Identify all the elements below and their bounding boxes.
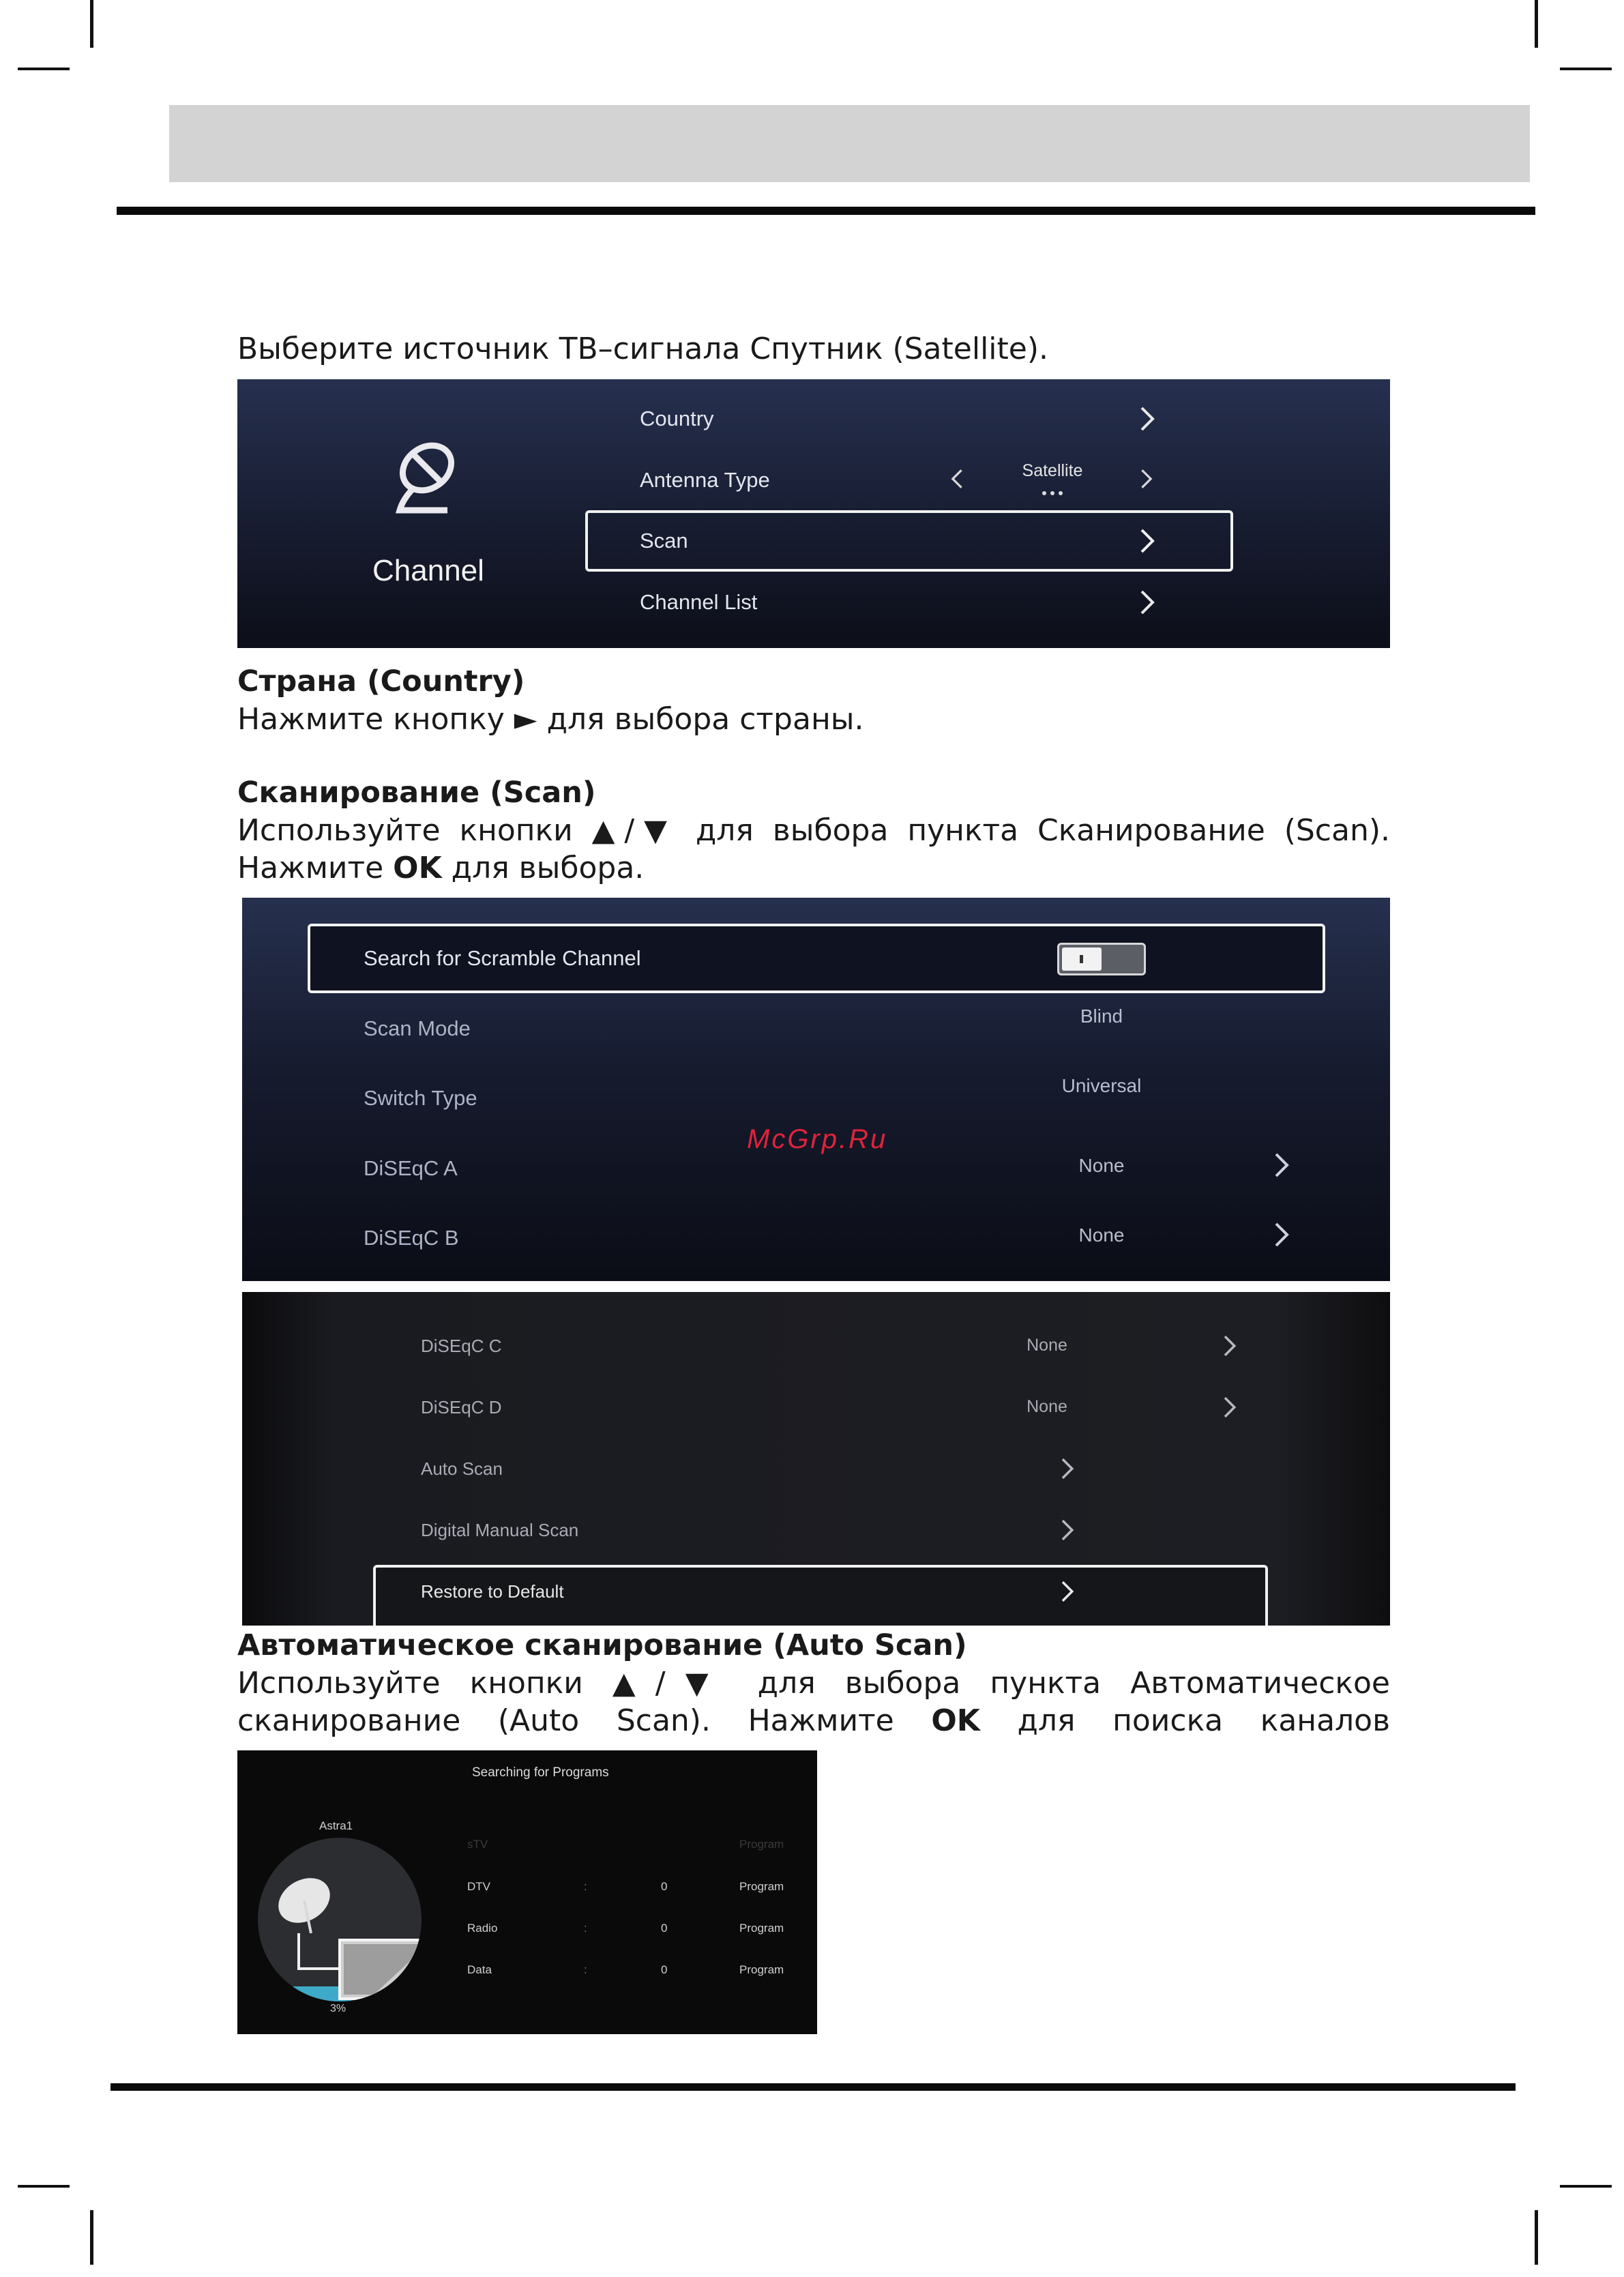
option-dots (1039, 487, 1066, 493)
crop-mark (1535, 2210, 1538, 2265)
antenna-type-value: Satellite (1022, 461, 1083, 480)
setting-diseqc-d[interactable]: DiSEqC D (421, 1397, 502, 1417)
row-radio-sep: : (584, 1922, 587, 1935)
chevron-right-icon[interactable] (1220, 1333, 1238, 1359)
search-title: Searching for Programs (472, 1765, 609, 1780)
crop-mark (1535, 0, 1538, 48)
chevron-right-icon[interactable] (1271, 1151, 1291, 1179)
setting-digital-manual-scan[interactable]: Digital Manual Scan (421, 1520, 579, 1540)
setting-search-scramble[interactable]: Search for Scramble Channel (364, 946, 641, 970)
chevron-left-icon[interactable] (949, 466, 966, 492)
channel-side-title: Channel (372, 554, 484, 587)
crop-mark (18, 2185, 70, 2188)
country-heading: Страна (Country) (237, 664, 525, 699)
crop-mark (18, 68, 70, 70)
row-data-name: Data (467, 1963, 492, 1976)
chevron-right-icon[interactable] (1058, 1456, 1076, 1482)
row-radio-count: 0 (661, 1922, 668, 1935)
menu-item-antenna-type[interactable]: Antenna Type (640, 468, 770, 492)
list-header-left: sTV (467, 1838, 488, 1851)
list-header-right: Program (739, 1838, 784, 1851)
row-dtv-count: 0 (661, 1880, 668, 1893)
chevron-right-icon[interactable] (1220, 1394, 1238, 1420)
setting-diseqc-a[interactable]: DiSEqC A (364, 1156, 458, 1180)
crop-mark (90, 2210, 93, 2265)
row-data-unit: Program (739, 1963, 784, 1976)
chevron-right-icon[interactable] (1058, 1517, 1076, 1543)
row-data-count: 0 (661, 1963, 668, 1976)
crop-mark (1560, 68, 1612, 70)
setting-diseqc-b[interactable]: DiSEqC B (364, 1226, 459, 1250)
progress-percent: 3% (330, 2003, 346, 2014)
diseqc-d-value: None (1027, 1397, 1067, 1416)
diseqc-a-value: None (1078, 1155, 1125, 1176)
scan-text-part: для выбора. (441, 851, 645, 885)
scan-progress-dial (258, 1838, 422, 2001)
header-rule (117, 207, 1535, 215)
row-dtv-unit: Program (739, 1880, 784, 1893)
search-programs-screen (237, 1750, 817, 2034)
switch-type-value: Universal (1061, 1075, 1142, 1096)
row-radio-name: Radio (467, 1922, 498, 1935)
intro-text: Выберите источник ТВ–сигнала Спутник (Satellite). (237, 332, 1048, 366)
autoscan-text-part: Используйте кнопки ▲/▼ для выбора пункта Автоматическое сканирование (Auto Scan). Нажмите (237, 1666, 1390, 1738)
chevron-right-icon[interactable] (1058, 1578, 1076, 1604)
chevron-right-icon[interactable] (1136, 405, 1157, 433)
ok-key-label: OK (393, 851, 442, 885)
satellite-name: Astra1 (319, 1819, 353, 1832)
row-dtv-name: DTV (467, 1880, 490, 1893)
scan-text (237, 812, 1390, 887)
footer-rule (110, 2083, 1516, 2091)
diseqc-c-value: None (1027, 1336, 1067, 1355)
scan-settings-screen-2 (242, 1292, 1390, 1626)
header-bar (169, 105, 1530, 182)
crop-mark (1560, 2185, 1612, 2188)
row-dtv-sep: : (584, 1880, 587, 1893)
scan-mode-value: Blind (1080, 1005, 1123, 1027)
channel-menu-screen (237, 379, 1390, 648)
menu-item-channel-list[interactable]: Channel List (640, 590, 758, 614)
row-radio-unit: Program (739, 1922, 784, 1935)
setting-switch-type[interactable]: Switch Type (364, 1086, 477, 1110)
autoscan-text-part: для поиска каналов (1017, 1703, 1391, 1738)
setting-restore-default[interactable]: Restore to Default (421, 1581, 564, 1602)
satellite-dish-icon (258, 1838, 422, 2001)
ok-key-label: OK (931, 1703, 980, 1738)
autoscan-heading: Автоматическое сканирование (Auto Scan) (237, 1628, 967, 1662)
country-text: Нажмите кнопку ► для выбора страны. (237, 702, 864, 737)
scan-settings-screen (242, 898, 1390, 1281)
crop-mark (90, 0, 93, 48)
watermark: McGrp.Ru (747, 1124, 888, 1154)
menu-item-scan[interactable]: Scan (640, 529, 688, 553)
setting-scan-mode[interactable]: Scan Mode (364, 1016, 471, 1040)
scan-heading: Сканирование (Scan) (237, 776, 596, 810)
setting-auto-scan[interactable]: Auto Scan (421, 1458, 503, 1479)
scan-text-part: Используйте кнопки ▲/▼ для выбора пункта Сканирование (Scan). Нажмите (237, 813, 1390, 885)
toggle-knob (1062, 947, 1102, 971)
chevron-right-icon[interactable] (1271, 1220, 1291, 1249)
chevron-right-icon[interactable] (1138, 466, 1154, 492)
satellite-dish-icon (386, 434, 461, 516)
row-data-sep: : (584, 1963, 587, 1976)
chevron-right-icon[interactable] (1136, 527, 1157, 555)
diseqc-b-value: None (1078, 1224, 1125, 1246)
chevron-right-icon[interactable] (1136, 588, 1157, 617)
menu-item-country[interactable]: Country (640, 407, 714, 430)
setting-diseqc-c[interactable]: DiSEqC C (421, 1336, 502, 1356)
scramble-toggle[interactable] (1057, 943, 1146, 975)
